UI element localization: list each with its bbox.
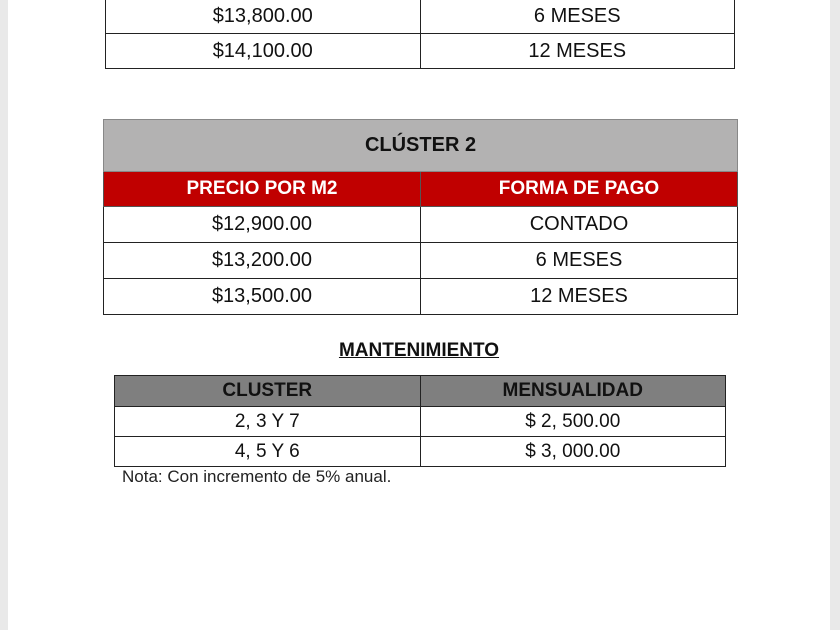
cluster-cell: 2, 3 Y 7 (115, 407, 421, 437)
document-page (8, 0, 830, 630)
payment-cell: 12 MESES (420, 34, 735, 69)
table-header-row (104, 172, 738, 207)
price-cell: $12,900.00 (104, 207, 421, 243)
monthly-cell: $ 2, 500.00 (420, 407, 726, 437)
table-row (104, 279, 738, 315)
maintenance-title: MANTENIMIENTO (338, 340, 500, 361)
payment-cell: CONTADO (421, 207, 738, 243)
table-row (106, 0, 735, 34)
maintenance-note: Nota: Con incremento de 5% anual. (122, 467, 392, 486)
table-row (115, 437, 726, 467)
table-row (106, 34, 735, 69)
cluster-title: CLÚSTER 2 (104, 120, 738, 172)
cluster-2-price-table (103, 119, 738, 315)
payment-cell: 12 MESES (421, 279, 738, 315)
price-cell: $13,800.00 (106, 0, 421, 34)
table-row (104, 207, 738, 243)
header-price: PRECIO POR M2 (104, 172, 421, 207)
header-monthly: MENSUALIDAD (420, 376, 726, 407)
payment-cell: 6 MESES (420, 0, 735, 34)
maintenance-table (114, 375, 726, 467)
price-cell: $13,200.00 (104, 243, 421, 279)
monthly-cell: $ 3, 000.00 (420, 437, 726, 467)
payment-cell: 6 MESES (421, 243, 738, 279)
price-cell: $14,100.00 (106, 34, 421, 69)
cluster-cell: 4, 5 Y 6 (115, 437, 421, 467)
table-title-row (104, 120, 738, 172)
table-header-row (115, 376, 726, 407)
header-payment: FORMA DE PAGO (421, 172, 738, 207)
price-cell: $13,500.00 (104, 279, 421, 315)
table-row (104, 243, 738, 279)
table-row (115, 407, 726, 437)
price-table-previous (105, 0, 735, 69)
header-cluster: CLUSTER (115, 376, 421, 407)
